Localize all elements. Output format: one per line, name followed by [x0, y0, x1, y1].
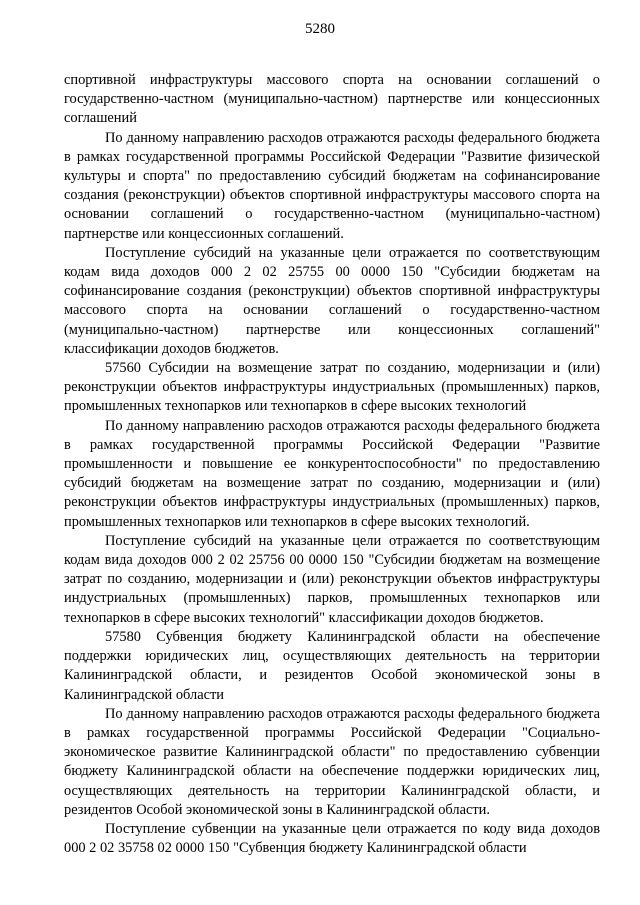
paragraph: Поступление субвенции на указанные цели отражается по коду вида доходов 000 2 02 35758 02 0000 150 "Субвенция бюджету Калининградской области: [64, 820, 600, 857]
section-heading: 57560 Субсидии на возмещение затрат по созданию, модернизации и (или) реконструкции объектов инфраструктуры индустриальных (промышленных) парков, промышленных технопарков или технопарков в сфере высоких технологий: [64, 360, 600, 415]
paragraph: По данному направлению расходов отражаются расходы федерального бюджета в рамках государственной программы Российской Федерации "Социально-экономическое развитие Калининградской области" по предоставлению субвенции бюджету Калининградской области на обеспечение поддержки юридических лиц, осуществляющих деятельность на территории Калининградской области, и резидентов Особой экономической зоны в Калининградской области.: [64, 705, 600, 818]
paragraph: Поступление субсидий на указанные цели отражается по соответствующим кодам вида доходов 000 2 02 25755 00 0000 150 "Субсидии бюджетам на софинансирование создания (реконструкции) объектов спортивной инфраструктуры массового спорта на основании соглашений о государственно-частном (муниципально-частном) партнерстве или концессионных соглашений" классификации доходов бюджетов.: [64, 244, 600, 357]
section-heading: 57580 Субвенция бюджету Калининградской области на обеспечение поддержки юридических лиц, осуществляющих деятельность на территории Калининградской области, и резидентов Особой экономической зоны в Калининградской области: [64, 628, 600, 703]
page-number: 5280: [305, 21, 335, 37]
body-text: [64, 71, 600, 858]
paragraph: По данному направлению расходов отражаются расходы федерального бюджета в рамках государственной программы Российской Федерации "Развитие физической культуры и спорта" по предоставлению субсидий бюджетам на софинансирование создания (реконструкции) объектов спортивной инфраструктуры массового спорта на основании соглашений о государственно-частном (муниципально-частном) партнерстве или концессионных соглашений.: [64, 129, 600, 242]
paragraph: Поступление субсидий на указанные цели отражается по соответствующим кодам вида доходов 000 2 02 25756 00 0000 150 "Субсидии бюджетам на возмещение затрат по созданию, модернизации и (или) реконструкции объектов инфраструктуры индустриальных (промышленных) парков, промышленных технопарков или технопарков в сфере высоких технологий" классификации доходов бюджетов.: [64, 532, 600, 626]
paragraph: спортивной инфраструктуры массового спорта на основании соглашений о государственно-частном (муниципально-частном) партнерстве или концессионных соглашений: [64, 72, 600, 127]
paragraph: По данному направлению расходов отражаются расходы федерального бюджета в рамках государственной программы Российской Федерации "Развитие промышленности и повышение ее конкурентоспособности" по предоставлению субсидий бюджетам на возмещение затрат по созданию, модернизации и (или) реконструкции объектов инфраструктуры индустриальных (промышленных) парков, промышленных технопарков или технопарков в сфере высоких технологий.: [64, 417, 600, 530]
